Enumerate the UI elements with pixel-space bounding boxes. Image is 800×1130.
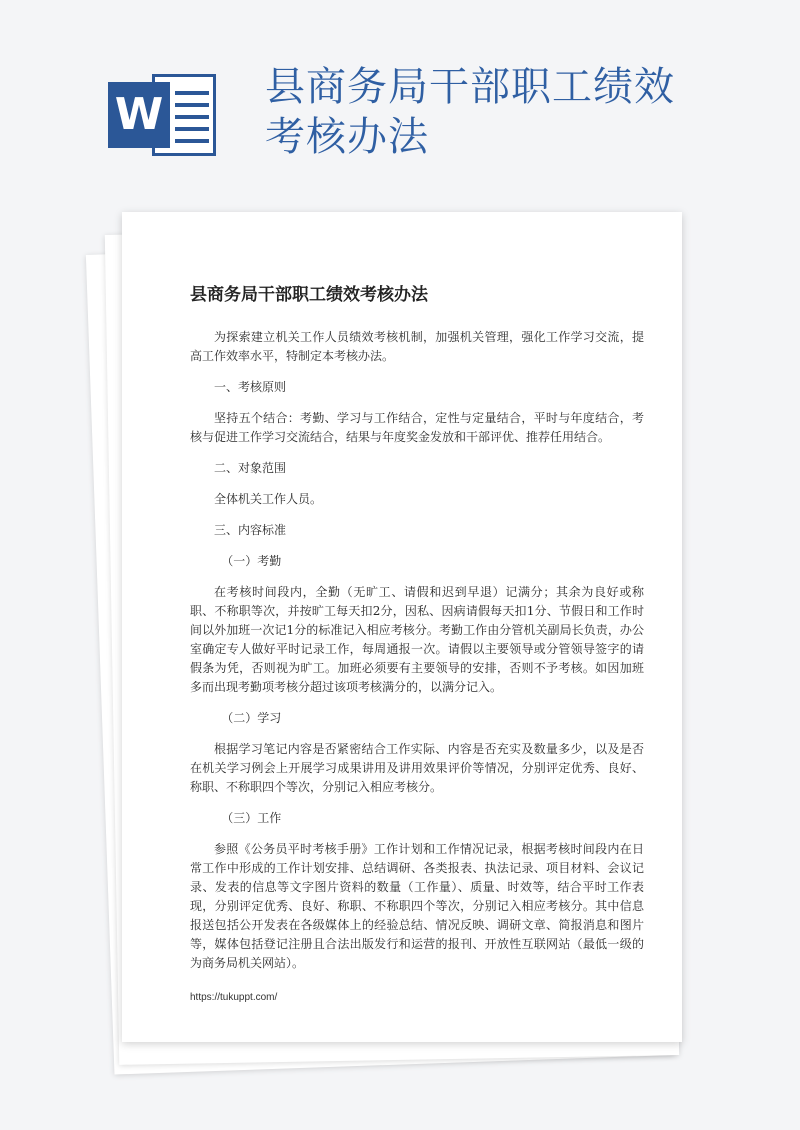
subheading-study: （二）学习 [221, 711, 282, 725]
paragraph-attendance: 在考核时间段内，全勤（无旷工、请假和迟到早退）记满分；其余为良好或称职、不称职等次，并按旷工每天扣2分，因私、因病请假每天扣1分、节假日和工作时间以外加班一次记1分的标准记入相应考核分。考勤工作由分管机关副局长负责，办公室确定专人做好平时记录工作，每周通报一次。请假以主要领导或分管领导签字的请假条为凭，否则视为旷工。加班必须要有主要领导的安排，否则不予考核。如因加班多而出现考勤项考核分超过该项考核满分的，以满分记入。 [190, 585, 644, 694]
document-title: 县商务局干部职工绩效考核办法 [190, 285, 428, 305]
paragraph-scope: 全体机关工作人员。 [214, 492, 323, 506]
section-heading-principles: 一、考核原则 [214, 380, 287, 394]
header [0, 0, 800, 200]
page-title: 县商务局干部职工绩效考核办法 [265, 64, 675, 160]
word-badge: W [108, 82, 170, 148]
word-document-icon [108, 70, 220, 160]
paragraph-study: 根据学习笔记内容是否紧密结合工作实际、内容是否充实及数量多少，以及是否在机关学习例会上开展学习成果讲用及讲用效果评价等情况，分别评定优秀、良好、称职、不称职四个等次，分别记入相应考核分。 [190, 742, 644, 794]
subheading-attendance: （一）考勤 [221, 554, 282, 568]
subheading-work: （三）工作 [221, 811, 282, 825]
document-page [122, 212, 682, 1042]
section-heading-scope: 二、对象范围 [214, 461, 287, 475]
document-body [190, 328, 644, 985]
footer-url: https://tukuppt.com/ [190, 992, 278, 1003]
section-heading-standards: 三、内容标准 [214, 523, 287, 537]
paragraph-intro: 为探索建立机关工作人员绩效考核机制，加强机关管理，强化工作学习交流，提高工作效率水平，特制定本考核办法。 [190, 330, 644, 363]
paragraph-principles: 坚持五个结合：考勤、学习与工作结合，定性与定量结合，平时与年度结合，考核与促进工作学习交流结合，结果与年度奖金发放和干部评优、推荐任用结合。 [190, 411, 644, 444]
paragraph-work: 参照《公务员平时考核手册》工作计划和工作情况记录，根据考核时间段内在日常工作中形成的工作计划安排、总结调研、各类报表、执法记录、项目材料、会议记录、发表的信息等文字图片资料的数量（工作量）、质量、时效等，结合平时工作表现，分别评定优秀、良好、称职、不称职四个等次，分别记入相应考核分。其中信息报送包括公开发表在各级媒体上的经验总结、情况反映、调研文章、简报消息和图片等，媒体包括登记注册且合法出版发行和运营的报刊、开放性互联网站（最低一级的为商务局机关网站）。 [190, 842, 644, 970]
